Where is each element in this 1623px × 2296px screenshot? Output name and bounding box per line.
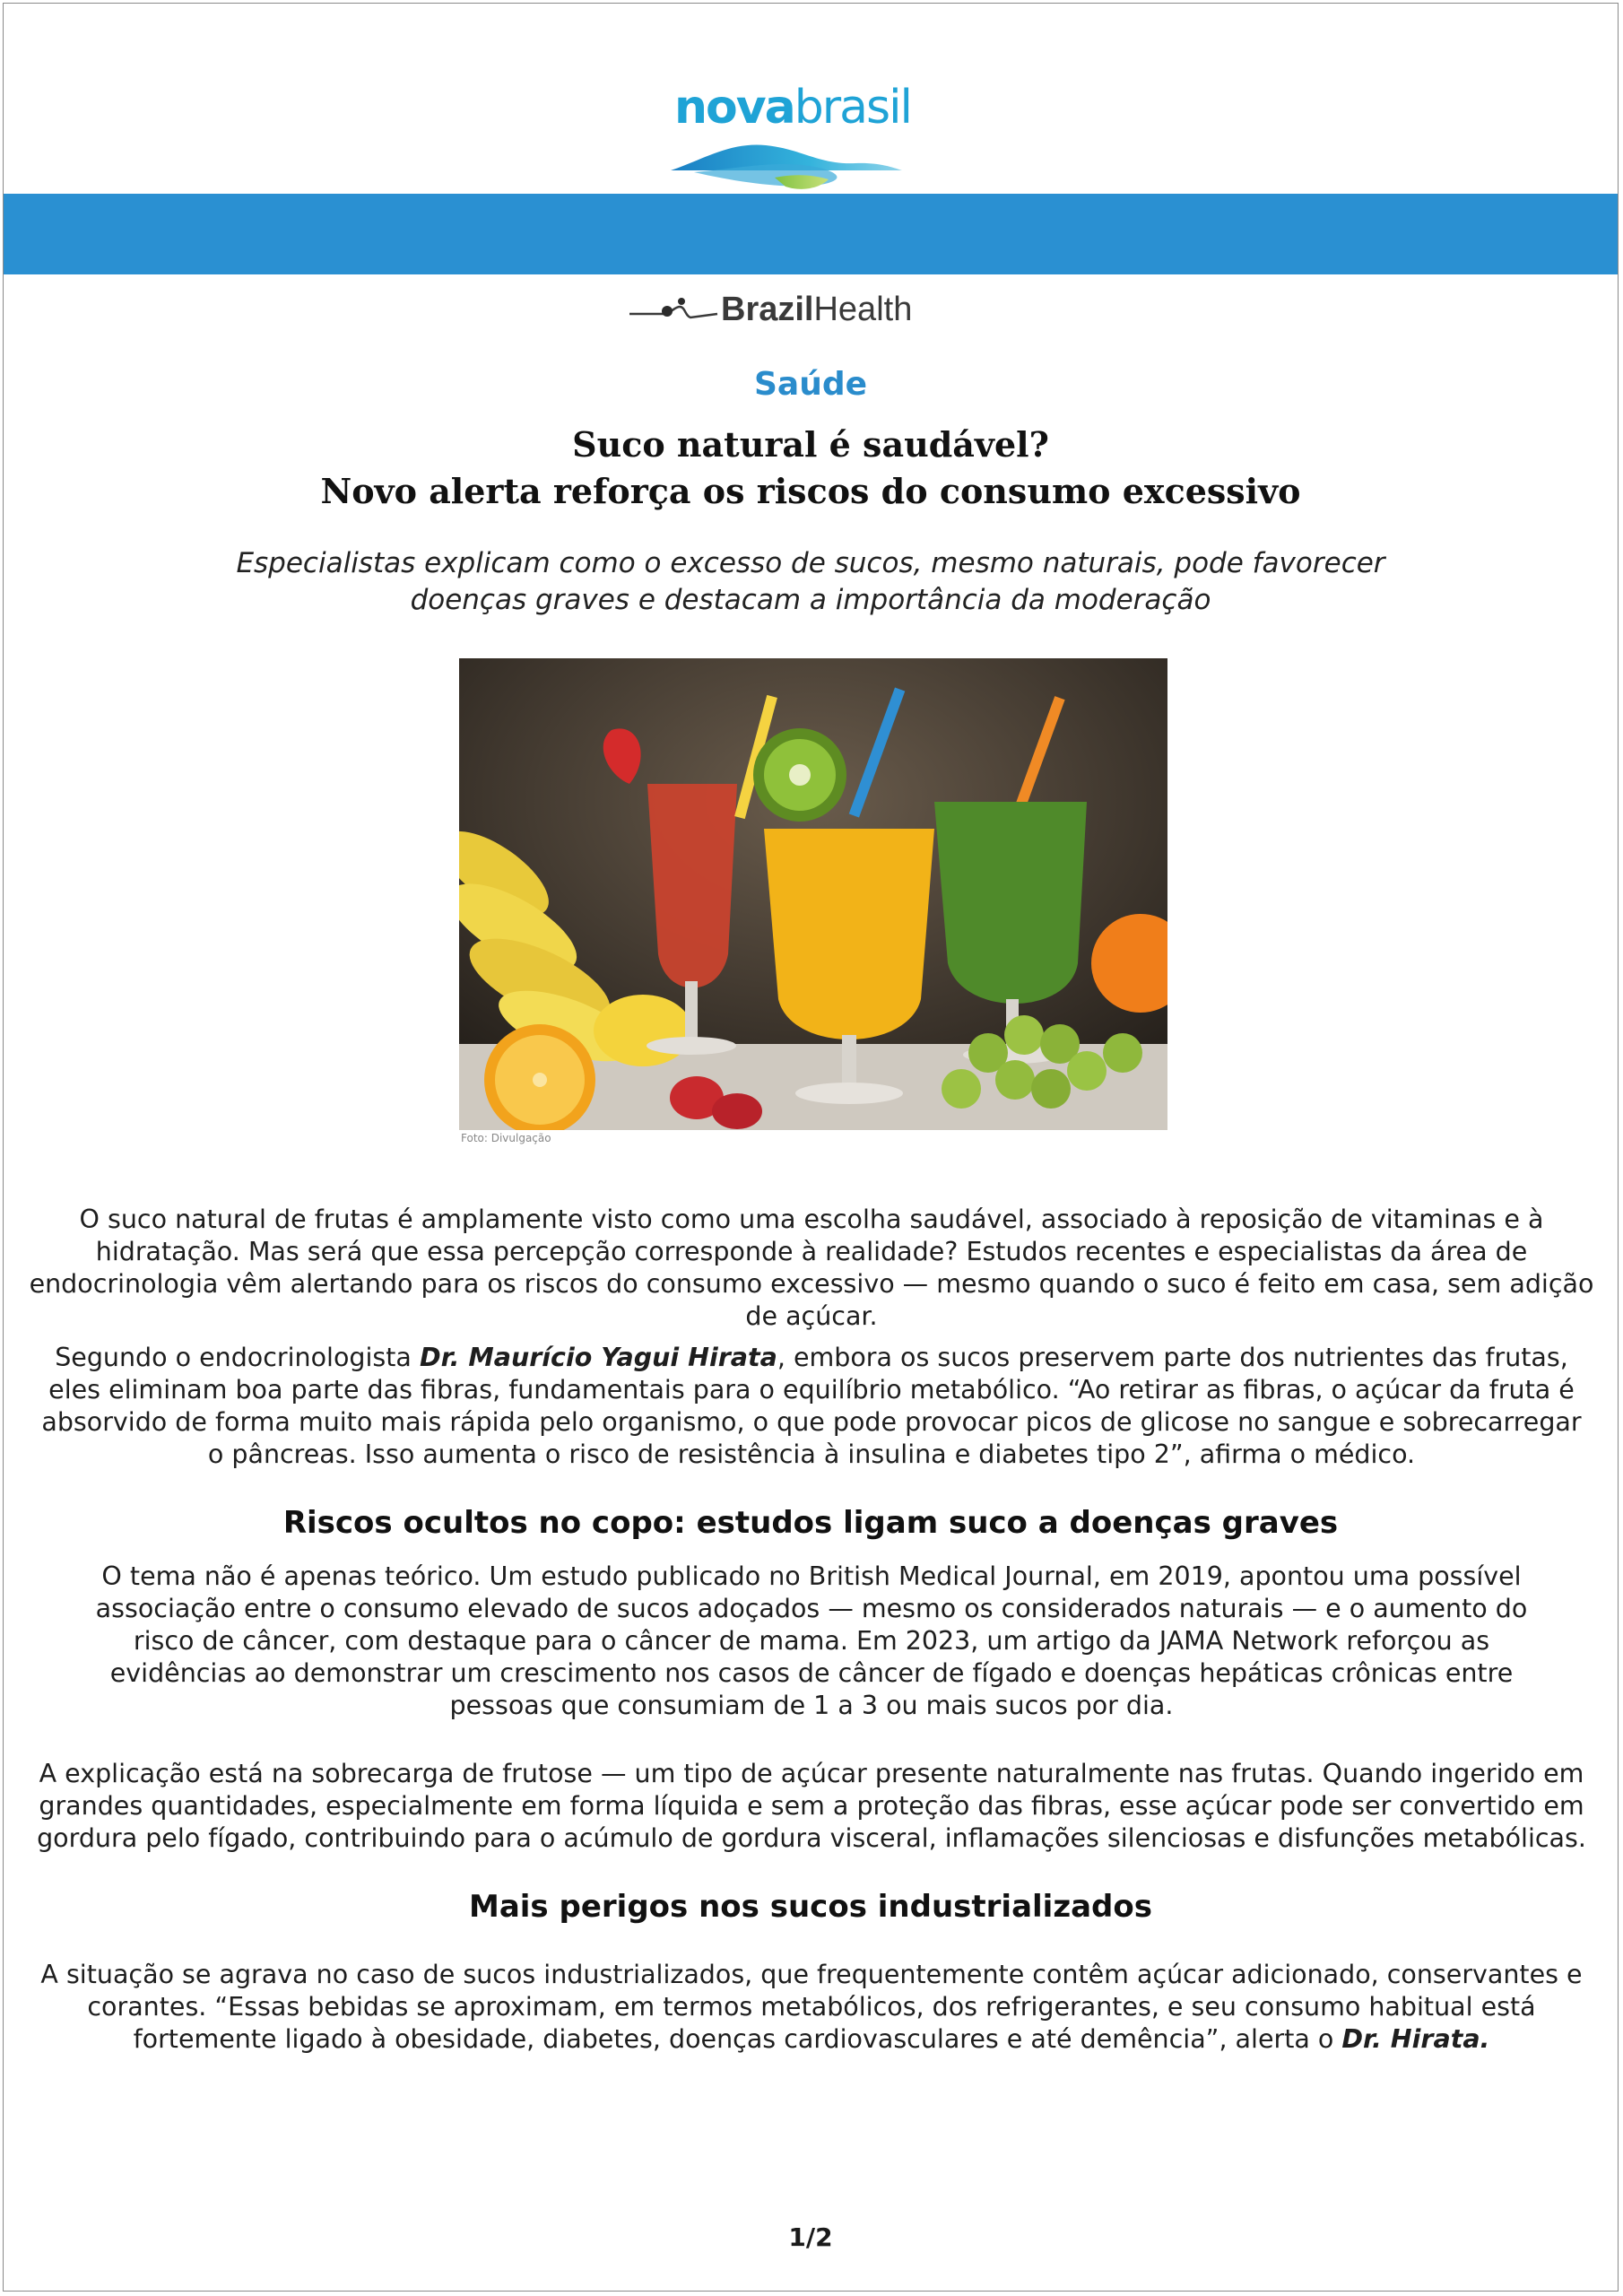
doctor-name: Dr. Maurício Yagui Hirata bbox=[419, 1343, 777, 1372]
paragraph-1: O suco natural de frutas é amplamente visto como uma escolha saudável, associado à reposição de vitaminas e à hidratação. Mas será que essa percepção corresponde à realidade? Estudos recentes e especialistas da área de endocrinologia vêm alertando para os riscos do consumo excessivo — mesmo quando o suco é feito em casa, sem adição de açúcar. bbox=[29, 1205, 1594, 1331]
paragraph-5: A situação se agrava no caso de sucos industrializados, que frequentemente contêm açúcar adicionado, conservantes e corantes. “Essas bebidas se aproximam, em termos metabólicos, dos refrigerantes, e seu consumo habitual está fortemente ligado à obesidade, diabetes, doenças cardiovasculares e até demência”, alerta o Dr. Hirata. bbox=[40, 1960, 1583, 2054]
title-line-2: Novo alerta reforça os riscos do consumo excessivo bbox=[320, 471, 1301, 511]
subtitle-line-1: Especialistas explicam como o excesso de sucos, mesmo naturais, pode favorecer bbox=[236, 547, 1385, 579]
brazilhealth-logo bbox=[628, 287, 933, 332]
title-line-1: Suco natural é saudável? bbox=[572, 424, 1049, 465]
paragraph-2: Segundo o endocrinologista Dr. Maurício Yagui Hirata, embora os sucos preservem parte dos nutrientes das frutas, eles eliminam boa parte das fibras, fundamentais para o equilíbrio metabólico. “Ao retirar as fibras, o açúcar da fruta é absorvido de forma muito mais rápida pelo organismo, o que pode provocar picos de glicose no sangue e sobrecarregar o pâncreas. Isso aumenta o risco de resistência à insulina e diabetes tipo 2”, afirma o médico. bbox=[41, 1343, 1582, 1469]
brazilhealth-wordmark: BrazilHealth bbox=[721, 291, 913, 328]
paragraph-3: O tema não é apenas teórico. Um estudo publicado no British Medical Journal, em 2019, apontou uma possível associação entre o consumo elevado de sucos adoçados — mesmo os considerados naturais — e o aumento do risco de câncer, com destaque para o câncer de mama. Em 2023, um artigo da JAMA Network reforçou as evidências ao demonstrar um crescimento nos casos de câncer de fígado e doenças hepáticas crônicas entre pessoas que consumiam de 1 a 3 ou mais sucos por dia. bbox=[95, 1561, 1528, 1720]
doctor-name-short: Dr. Hirata. bbox=[1341, 2024, 1490, 2054]
article-title bbox=[4, 422, 1618, 515]
novabrasil-logo bbox=[667, 83, 918, 199]
runner-icon bbox=[628, 287, 721, 332]
page-number: 1/2 bbox=[788, 2222, 833, 2252]
section-heading-2: Mais perigos nos sucos industrializados bbox=[469, 1889, 1152, 1925]
juice-photo bbox=[459, 658, 1167, 1130]
photo-credit: Foto: Divulgação bbox=[461, 1132, 551, 1144]
paragraph-4: A explicação está na sobrecarga de frutose — um tipo de açúcar presente naturalmente nas frutas. Quando ingerido em grandes quantidades, especialmente em forma líquida e sem a proteção das fibras, esse açúcar pode ser convertido em gordura pelo fígado, contribuindo para o acúmulo de gordura visceral, inflamações silenciosas e disfunções metabólicas. bbox=[37, 1759, 1586, 1853]
header-band bbox=[4, 194, 1618, 274]
subtitle-line-2: doenças graves e destacam a importância da moderação bbox=[410, 584, 1211, 616]
category-label: Saúde bbox=[753, 366, 868, 403]
wave-icon bbox=[667, 133, 918, 196]
article-subtitle bbox=[228, 545, 1393, 619]
juice-glasses-illustration bbox=[459, 658, 1167, 1130]
document-page bbox=[3, 3, 1619, 2292]
section-heading-1: Riscos ocultos no copo: estudos ligam suco a doenças graves bbox=[282, 1505, 1339, 1541]
novabrasil-wordmark: novabrasil bbox=[674, 81, 911, 135]
